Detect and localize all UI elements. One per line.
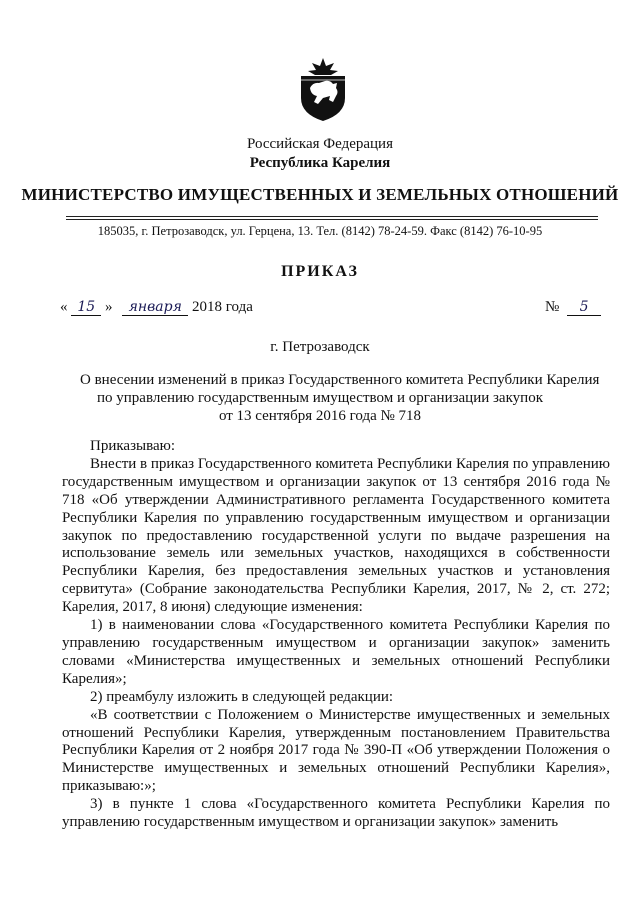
quote-open: « bbox=[60, 299, 68, 315]
city: г. Петрозаводск bbox=[270, 339, 370, 355]
order-body bbox=[62, 438, 610, 832]
order-subject bbox=[80, 371, 600, 425]
federation-name: Российская Федерация bbox=[247, 136, 393, 152]
subject-line: по управлению государственным имуществом и организации закупок bbox=[97, 390, 543, 406]
order-number bbox=[545, 299, 601, 316]
handwritten-month: января bbox=[122, 299, 188, 316]
republic-name: Республика Карелия bbox=[249, 155, 391, 171]
body-paragraph: 2) преамбулу изложить в следующей редакции: bbox=[90, 688, 394, 705]
coat-of-arms-icon bbox=[295, 58, 351, 122]
handwritten-day: 15 bbox=[71, 299, 101, 316]
header-rule bbox=[66, 216, 598, 217]
order-title: ПРИКАЗ bbox=[281, 263, 359, 280]
subject-line: от 13 сентября 2016 года № 718 bbox=[218, 408, 422, 424]
body-paragraph: 1) в наименовании слова «Государственного комитета Республики Карелия по управлению государственным имуществом и организации закупок» заменить словами «Министерства имущественных и земельных отношений Республики Карелия»; bbox=[62, 617, 610, 687]
body-paragraph: 3) в пункте 1 слова «Государственного комитета Республики Карелия по управлению государственным имуществом и организации закупок» заменить bbox=[62, 796, 610, 831]
body-paragraph: Внести в приказ Государственного комитета Республики Карелия по управлению государственным имуществом и организации закупок от 13 сентября 2016 года № 718 «Об утверждении Административного регламента Государственного комитета Республики Карелия по управлению государственным имуществом и организации закупок по предоставлению государственной услуги по выдаче разрешения на использование земель или земельных участков, находящихся в собственности Республики Карелия, без предоставления земельных участков и установления сервитута» (Собрание законодательства Республики Карелия, 2017, № 2, ст. 272; Карелия, 2017, 8 июня) следующие изменения: bbox=[62, 455, 610, 616]
ministry-address: 185035, г. Петрозаводск, ул. Герцена, 13. Тел. (8142) 78-24-59. Факс (8142) 76-10-95 bbox=[97, 224, 543, 238]
ministry-name: МИНИСТЕРСТВО ИМУЩЕСТВЕННЫХ И ЗЕМЕЛЬНЫХ ОТНОШЕНИЙ bbox=[21, 185, 619, 204]
handwritten-number: 5 bbox=[567, 299, 601, 316]
subject-line: О внесении изменений в приказ Государственного комитета Республики Карелия bbox=[80, 372, 600, 388]
year-text: 2018 года bbox=[192, 299, 253, 315]
order-date bbox=[60, 299, 253, 316]
body-paragraph: Приказываю: bbox=[90, 438, 175, 454]
header-rule-thin bbox=[66, 219, 598, 220]
quote-close: » bbox=[105, 299, 113, 315]
number-label: № bbox=[545, 299, 560, 315]
body-paragraph: «В соответствии с Положением о Министерстве имущественных и земельных отношений Республики Карелия, утвержденным постановлением Правительства Республики Карелия от 2 ноября 2017 года № 390-П «Об утверждении Положения о Министерстве имущественных и земельных отношений Республики Карелия», приказываю:»; bbox=[62, 706, 610, 795]
